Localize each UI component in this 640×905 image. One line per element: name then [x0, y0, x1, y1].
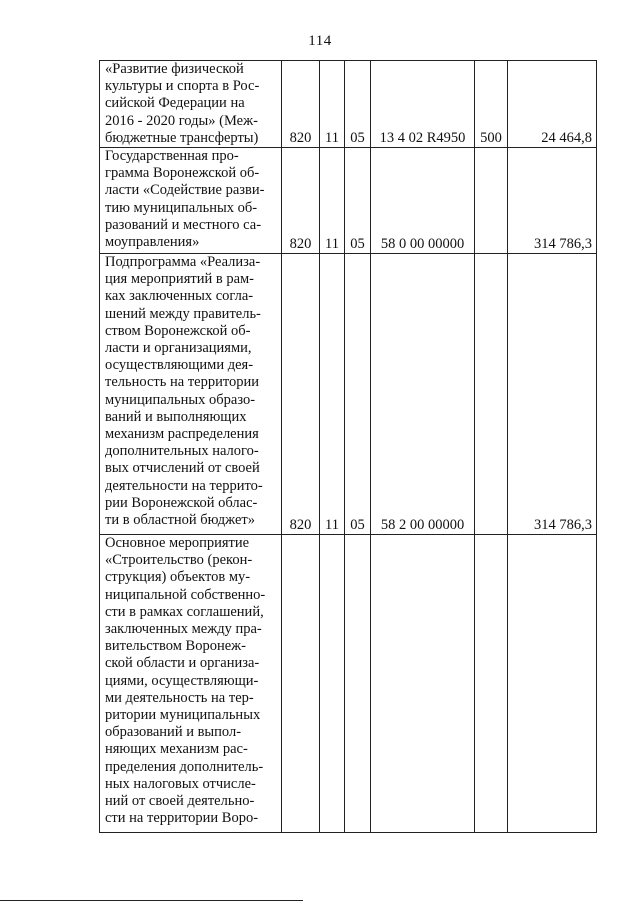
- subsection-code-cell: 05: [345, 61, 371, 148]
- subsection-code-cell: [345, 535, 371, 833]
- row-name-cell: Основное мероприятие «Строительство (рекон- струкция) объектов му- ниципальной собственно- сти в рамках соглашений, заключенных между пра- вительством Воронеж- ской области и организа- циями, осуществляющи- ми деятельность на тер- ритории муниципальных образований и выпол- няющих механизм рас- пределения дополнитель- ных налоговых отчисле- ний от своей деятельно- сти на территории Воро-: [100, 535, 282, 833]
- section-code-cell: 11: [320, 148, 345, 254]
- row-name-cell: «Развитие физической культуры и спорта в Рос- сийской Федерации на 2016 - 2020 годы» (Меж- бюджетные трансферты): [100, 61, 282, 148]
- subsection-code-cell: 05: [345, 148, 371, 254]
- expense-type-cell: [475, 254, 508, 535]
- target-article-cell: 58 0 00 00000: [371, 148, 475, 254]
- section-code-cell: 11: [320, 254, 345, 535]
- section-code-cell: [320, 535, 345, 833]
- table-row: [100, 254, 597, 535]
- target-article-cell: 58 2 00 00000: [371, 254, 475, 535]
- table-row: [100, 535, 597, 833]
- section-code-cell: 11: [320, 61, 345, 148]
- expense-type-cell: [475, 148, 508, 254]
- row-name-cell: Государственная про- грамма Воронежской об- ласти «Содействие разви- тию муниципальных об- разований и местного са- моуправления»: [100, 148, 282, 254]
- amount-cell: 24 464,8: [508, 61, 597, 148]
- amount-cell: [508, 535, 597, 833]
- target-article-cell: 13 4 02 R4950: [371, 61, 475, 148]
- expense-type-cell: 500: [475, 61, 508, 148]
- row-name-cell: Подпрограмма «Реализа- ция мероприятий в рам- ках заключенных согла- шений между правитель- ством Воронежской об- ласти и организациями, осуществляющими дея- тельность на территории муниципальных образо- ваний и выполняющих механизм распределения дополнительных налого- вых отчислений от своей деятельности на террито- рии Воронежской облас- ти в областной бюджет»: [100, 254, 282, 535]
- expense-type-cell: [475, 535, 508, 833]
- ministry-code-cell: 820: [282, 254, 320, 535]
- ministry-code-cell: 820: [282, 61, 320, 148]
- ministry-code-cell: 820: [282, 148, 320, 254]
- ministry-code-cell: [282, 535, 320, 833]
- target-article-cell: [371, 535, 475, 833]
- page-number: 114: [308, 33, 332, 49]
- amount-cell: 314 786,3: [508, 254, 597, 535]
- amount-cell: 314 786,3: [508, 148, 597, 254]
- table-row: [100, 61, 597, 148]
- table-row: [100, 148, 597, 254]
- footnote-divider: [0, 900, 303, 901]
- budget-table: [99, 60, 597, 833]
- subsection-code-cell: 05: [345, 254, 371, 535]
